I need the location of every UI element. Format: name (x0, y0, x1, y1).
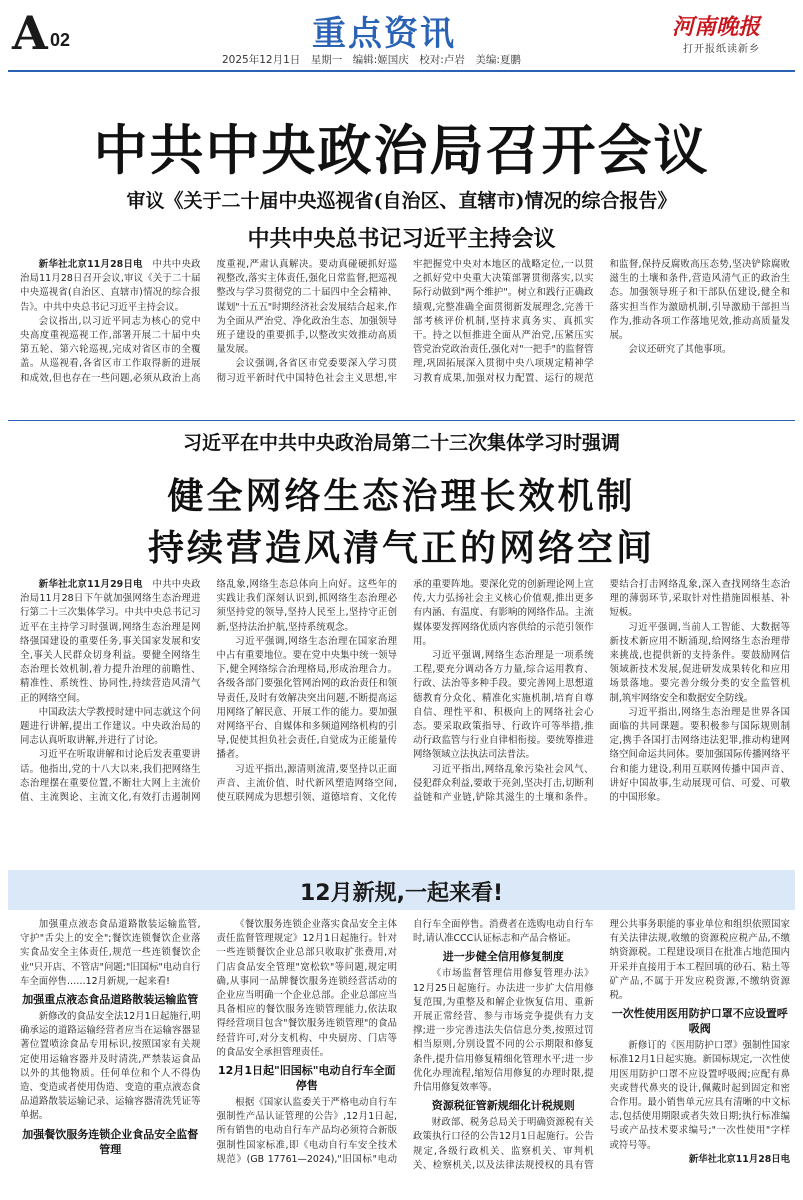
rule-heading: 一次性使用医用防护口罩不应设置呼吸阀 (611, 1007, 788, 1036)
article-paragraph: 中国政法大学教授时建中同志就这个问题进行讲解,提出工作建议。中央政治局的同志认真听取讲解,并进行了讨论。 (20, 706, 201, 747)
article-paragraph: 习近平强调,当前人工智能、大数据等新技术新应用不断涌现,给网络生态治理带来挑战,也提供新的支持条件。要鼓励网信领域新技术发展,促进研发成果转化和应用场景落地。要完善分级分类的安全监管机制,筑牢网络安全和数据安全防线。 (609, 621, 790, 704)
rule-heading: 资源税征管新规细化计税规则 (431, 1099, 575, 1113)
article-paragraph: 习近平指出,源清则流清,要坚持以正面声音、主流价值、时代新风塑造网络空间,使互联网成为思想引领、道德培育、文化传承的重要阵地。要深化党的创新理论网上宣传,大力弘扬社会主义核心价值观,推出更多有内涵、有温度、有影响的网络作品。主流媒体要发挥网络优质内容供给的示范引领作用。 (216, 579, 594, 804)
article-paragraph: 习近平指出,网络生态治理是世界各国面临的共同课题。要积极参与国际规则制定,携手各国打击网络违法犯罪,推动构建网络空间命运共同体。要加强国际传播网络平台和能力建设,利用互联网传播中国声音、讲好中国故事,生动展现可信、可爱、可敬的中国形象。 (609, 706, 790, 804)
lead-headline: 中共中央政治局召开会议 (93, 119, 710, 182)
header-divider (8, 70, 795, 72)
article-paragraph: 新华社北京11月28日电 中共中央政治局11月28日召开会议,审议《关于二十届中央巡视省(自治区、直辖市)情况的综合报告》。中共中央总书记习近平主持会议。 (20, 259, 201, 313)
source-credit: 新华社北京11月28日电 (688, 1153, 790, 1165)
second-headline-line2: 持续营造风清气正的网络空间 (147, 528, 655, 569)
article-paragraph: 新修订的《医用防护口罩》强制性国家标准12月1日起实施。新国标规定,一次性使用医用防护口罩不应设置呼吸阀;应配有鼻夹或替代鼻夹的设计,佩戴时起到固定和密合作用。最小销售单元应具有清晰的中文标志,包括使用期限或者失效日期;执行标准编号或产品技术要求编号;"一次性使用"字样或符号等。 (609, 1040, 790, 1151)
article-paragraph: 《市场监督管理信用修复管理办法》12月25日起施行。办法进一步扩大信用修复范围,为重整及和解企业恢复信用、重新开展正常经营、参与市场竞争提供有力支撑;进一步完善违法失信信息分类,按照过罚相当原则,分别设置不同的公示期限和修复条件,提升信用修复精细化管理水平;进一步优化办理流程,缩短信用修复的办理时限,提升信用修复效率等。 (413, 968, 594, 1094)
article-paragraph: 会议强调,各省区市党委要深入学习贯彻习近平新时代中国特色社会主义思想,牢牢把握党中央对本地区的战略定位,一以贯之抓好党中央重大决策部署贯彻落实,以实际行动做到"两个维护"。树立和践行正确政绩观,完整准确全面贯彻新发展理念,完善干部考核评价机制,坚持求真务实、真抓实干。持之以恒推进全面从严治党,压紧压实管党治党政治责任,强化对"一把手"的监督管理,巩固拓展深入贯彻中央八项规定精神学习教育成果,加强对权力配置、运行的规范和监督,保持反腐败高压态势,坚决铲除腐败滋生的土壤和条件,营造风清气正的政治生态。加强领导班子和干部队伍建设,健全和落实担当作为激励机制,引导激励干部担当作为,推动各项工作落地见效,推动高质量发展。 (216, 259, 790, 384)
article-paragraph: 习近平在听取讲解和讨论后发表重要讲话。他指出,党的十八大以来,我们把网络生态治理摆在重要位置,不断壮大网上主流价值、主流舆论、主流文化,有效打击遏制网络乱象,网络生态总体向上向好。这些年的实践让我们深刻认识到,抓网络生态治理必须坚持党的领导,坚持人民至上,坚持守正创新,坚持法治护航,坚持系统观念。 (20, 579, 397, 804)
article-paragraph: 习近平强调,网络生态治理是一项系统工程,要充分调动各方力量,综合运用教育、行政、法治等多种手段。要完善网上思想道德教育分众化、精准化实施机制,培育自尊自信、理性平和、积极向上的网络社会心态。要采取政策指导、行政许可等举措,推动行政监管与行业自律相衔接。要统筹推进网络领域立法执法司法普法。 (413, 650, 594, 761)
section-title: 重点资讯 (312, 14, 456, 54)
rule-heading: 加强餐饮服务连锁企业食品安全监督管理 (22, 1127, 199, 1156)
issue-meta: 2025年12月1日 星期一 编辑:姬国庆 校对:卢岩 美编:夏鹏 (222, 54, 521, 66)
rule-heading: 进一步健全信用修复制度 (442, 950, 564, 964)
article-paragraph: 财政部、税务总局关于明确资源税有关政策执行口径的公告12月1日起施行。公告规定,各级行政机关、监察机关、审判机关、检察机关,以及法律法规授权的具有管理公共事务职能的事业单位和组织依照国家有关法律法规,收缴的资源税应税产品,不缴纳资源税。工程建设项目在批准占地范围内开采并直接用于本工程回填的砂石、粘土等矿产品,不属于开发应税资源,不缴纳资源税。 (413, 919, 790, 1171)
lead-article-body (20, 258, 790, 418)
section-divider (8, 420, 795, 421)
logo-slogan: 打开报纸读新乡 (683, 44, 760, 55)
page-number: 02 (50, 30, 71, 50)
page-letter: A (12, 6, 48, 60)
lead-subheadline-2: 中共中央总书记习近平主持会议 (247, 226, 556, 252)
article-paragraph: 新修改的食品安全法12月1日起施行,明确承运的道路运输经营者应当在运输容器显著位置喷涂食品专用标识,按照国家有关规定使用运输容器并及时清洗,严禁装运食品以外的其他物质。任何单位和个人不得伪造、变造或者使用伪造、变造的重点液态食品道路散装运输记录、运输容器清洗凭证等单据。 (20, 1011, 201, 1122)
dateline: 新华社北京11月28日电 (38, 259, 143, 270)
article-paragraph: 新华社北京11月29日电 中共中央政治局11月28日下午就加强网络生态治理进行第二十三次集体学习。中共中央总书记习近平在主持学习时强调,网络生态治理是网络强国建设的重要任务,事关国家发展和安全,事关人民群众切身利益。要健全网络生态治理长效机制,着力提升治理的前瞻性、精准性、系统性、协同性,持续营造风清气正的网络空间。 (20, 579, 201, 704)
rule-heading: 12月1日起"旧国标"电动自行车全面停售 (218, 1064, 396, 1093)
article-paragraph: 习近平强调,网络生态治理在国家治理中占有重要地位。要在党中央集中统一领导下,健全网络综合治理格局,形成治理合力。各级各部门要强化管网治网的政治责任和领导责任,及时有效解决突出问题,不断提高运用网络了解民意、开展工作的能力。要加强对网络平台、自媒体和多频道网络机构的引导,促使其担负社会责任,自觉成为正能量传播者。 (216, 635, 397, 761)
page-header (0, 0, 803, 70)
second-headline-line1: 健全网络生态治理长效机制 (167, 476, 636, 517)
new-rules-body (20, 918, 790, 1192)
article-paragraph: 会议指出,以习近平同志为核心的党中央高度重视巡视工作,部署开展二十届中央第五轮、第六轮巡视,完成对省区市的全覆盖。从巡视看,各省区市工作取得新的进展和成效,但也存在一些问题,必须从政治上高度重视,严肃认真解决。要动真碰硬抓好巡视整改,落实主体责任,强化日常监督,把巡视整改与学习贯彻党的二十届四中全会精神、谋划"十五五"时期经济社会发展结合起来,作为全面从严治党、净化政治生态、加强领导班子建设的重要抓手,以整改实效推动高质量发展。 (20, 259, 397, 384)
dateline: 新华社北京11月29日电 (38, 579, 143, 590)
second-preheadline: 习近平在中共中央政治局第二十三次集体学习时强调 (182, 432, 620, 454)
lead-subheadline: 审议《关于二十届中央巡视省(自治区、直辖市)情况的综合报告》 (126, 190, 677, 212)
article-paragraph: 根据《国家认监委关于严格电动自行车强制性产品认证管理的公告》,12月1日起,所有销售的电动自行车产品均必须符合新版强制性国家标准,即《电动自行车安全技术规范》(GB 17761—2024),"旧国标"电动自行车全面停售。消费者在选购电动自行车时,请认准CCC认证标志和产品合格证。 (216, 919, 594, 1165)
article-paragraph: 加强重点液态食品道路散装运输监管,守护"舌尖上的安全";餐饮连锁餐饮企业落实食品安全主体责任,规范一些连锁餐饮企业"只开店、不管店"问题;"旧国标"电动自行车全面停售……12月新规,一起来看! (20, 919, 201, 987)
newspaper-logo: 河南晚报 (672, 14, 761, 40)
rule-heading: 加强重点液态食品道路散装运输监管 (22, 993, 199, 1007)
second-article-body (20, 578, 790, 840)
article-paragraph: 《餐饮服务连锁企业落实食品安全主体责任监督管理规定》12月1日起施行。针对一些连锁餐饮企业总部只收取扩张费用,对门店食品安全管理"宽松软"等问题,规定明确,从事同一品牌餐饮服务连锁经营活动的企业应当明确一个企业总部。企业总部应当具备相应的餐饮服务连锁管理能力,依法取得经营项目包含"餐饮服务连锁管理"的食品经营许可,对分支机构、中央厨房、门店等的食品安全承担管理责任。 (216, 919, 397, 1058)
article-paragraph: 习近平指出,网络乱象污染社会风气、侵犯群众利益,要敢于亮剑,坚决打击,切断利益链和产业链,铲除其滋生的土壤和条件。要结合打击网络乱象,深入查找网络生态治理的薄弱环节,采取针对性措施固根基、补短板。 (413, 579, 790, 804)
article-paragraph: 会议还研究了其他事项。 (628, 344, 732, 356)
new-rules-title: 12月新规,一起来看! (299, 881, 503, 906)
